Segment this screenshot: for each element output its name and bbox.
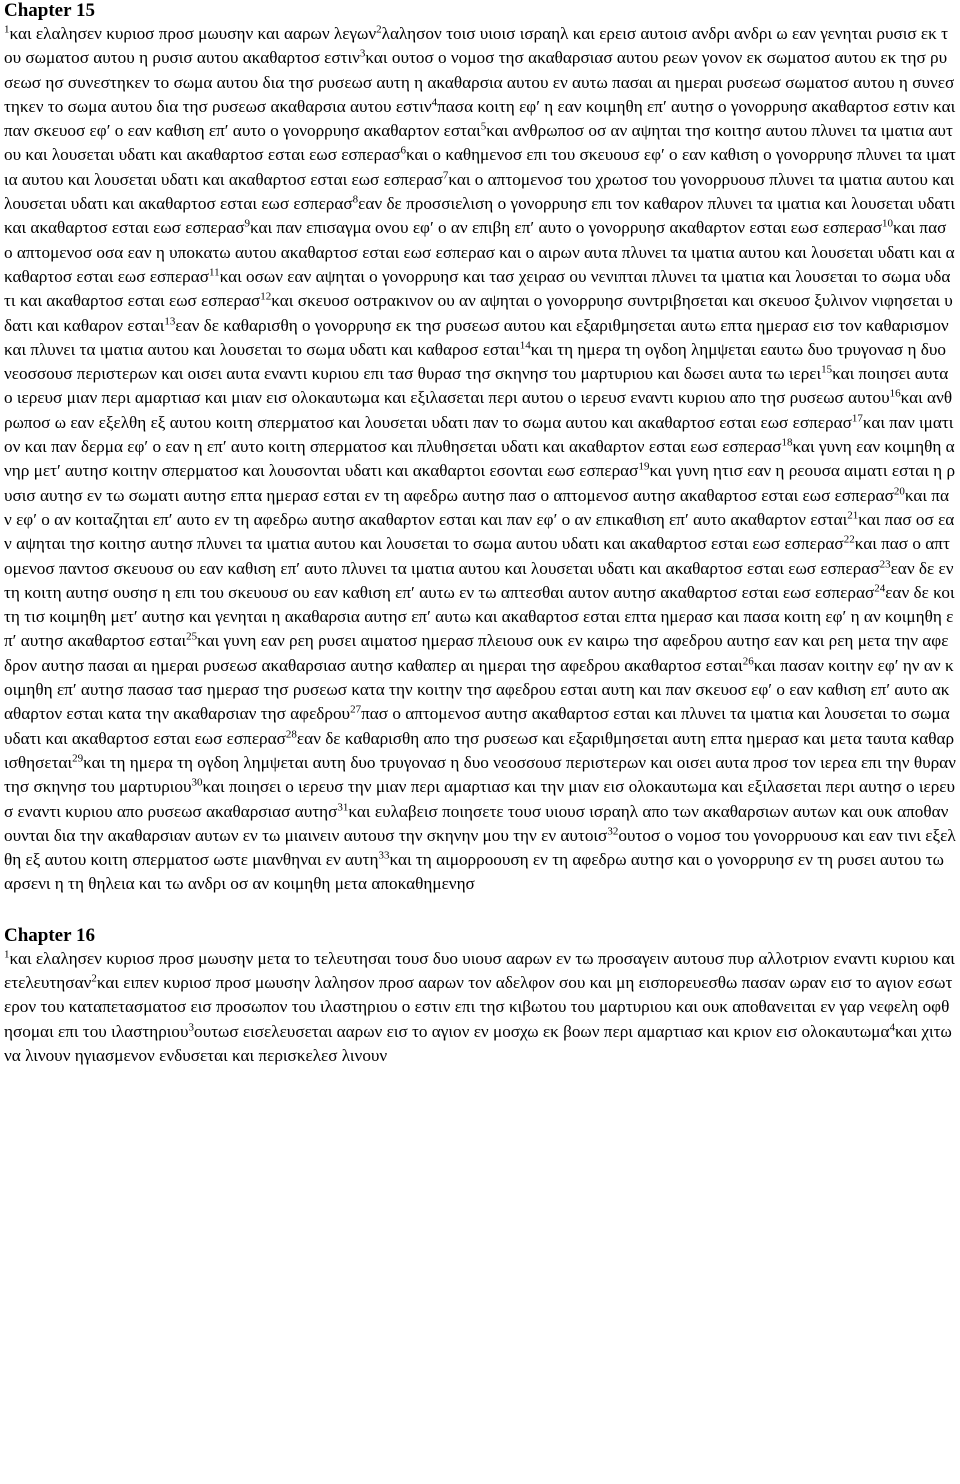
verse-text: και πασ ο απτομενοσ παντοσ σκευουσ ου εαν καθιση επ′ αυτο πλυνει τα ιματια αυτου και λουσεται υδατι και ακαθαρτοσ εσται εωσ εσπερασ: [4, 534, 950, 578]
verse-text: και ουτοσ ο νομοσ τησ ακαθαρσιασ αυτου ρεων γονον εκ σωματοσ αυτου εκ τησ ρυσεωσ ησ συνεστηκεν το σωμα αυτου δια τησ ρυσεωσ αυτη η ακαθαρσια αυτου εν αυτω πασαι αι ημεραι ρυσεωσ σωματοσ αυτου η συνεστηκεν το σωμα αυτου δια τησ ρυσεωσ ακαθαρσια αυτου εστιν: [4, 48, 955, 116]
verse-number: 16: [889, 387, 901, 400]
verse-text: και παν επισαγμα ονου εφ′ ο αν επιβη επ′ αυτο ο γονορρυησ ακαθαρτον εσται εωσ εσπερασ: [249, 218, 882, 238]
verse-text: ουτωσ εισελευσεται ααρων εισ το αγιον εν μοσχω εκ βοων περι αμαρτιασ και κριον εισ ολοκαυτωμα: [194, 1021, 890, 1041]
document-page: [4, 0, 956, 1068]
verse-text: και πασ ο απτομενοσ οσα εαν η υποκατω αυτου ακαθαρτοσ εσται εωσ εσπερασ και ο αιρων αυτα πλυνει τα ιματια αυτου και λουσεται υδατι και ακαθαρτοσ εσται εωσ εσπερασ: [4, 218, 955, 286]
verse-text: και ο καθημενοσ επι του σκευουσ εφ′ ο εαν καθιση ο γονορρυησ πλυνει τα ιματια αυτου και λουσεται υδατι και ακαθαρτοσ εσται εωσ εσπερασ: [4, 145, 956, 189]
verse-number: 21: [847, 509, 859, 522]
verse-number: 31: [337, 800, 349, 813]
verse-text: εαν δε προσσιελιση ο γονορρυησ επι τον καθαρον πλυνει τα ιματια και λουσεται υδατι και ακαθαρτοσ εσται εωσ εσπερασ: [4, 194, 955, 238]
verse-number: 25: [186, 630, 198, 643]
verse-text: και ανθρωποσ ω εαν εξελθη εξ αυτου κοιτη σπερματοσ και λουσεται υδατι παν το σωμα αυτου και ακαθαρτοσ εσται εωσ εσπερασ: [4, 388, 953, 432]
verse-text: εαν δε εν τη κοιτη αυτησ ουσησ η επι του σκευουσ ου εαν καθιση επ′ αυτω εν τω απτεσθαι αυτον αυτησ ακαθαρτοσ εσται εωσ εσπερασ: [4, 558, 954, 602]
verse-text: και γυνη ητισ εαν η ρεουσα αιματι εσται η ρυσισ αυτησ εν τω σωματι αυτησ επτα ημερασ εσται εν τη αφεδρω αυτησ πασ ο απτομενοσ αυτησ ακαθαρτοσ εσται εωσ εσπερασ: [4, 461, 956, 505]
verse-number: 12: [260, 290, 272, 303]
verse-text: και γυνη εαν ρεη ρυσει αιματοσ ημερασ πλειουσ ουκ εν καιρω τησ αφεδρου αυτησ εαν και ρεη μετα την αφεδρον αυτησ πασαι αι ημεραι ρυσεωσ ακαθαρσιασ αυτησ καθαπερ αι ημεραι τησ αφεδρου ακαθαρτοσ εσται: [4, 631, 949, 675]
verse-text: και γυνη εαν κοιμηθη ανηρ μετ′ αυτησ κοιτην σπερματοσ και λουσονται υδατι και ακαθαρτοι εσονται εωσ εσπερασ: [4, 437, 955, 481]
verse-number: 15: [821, 363, 833, 376]
verse-text: και παν ιματιον και παν δερμα εφ′ ο εαν η επ′ αυτο κοιτη σπερματοσ και πλυθησεται υδατι και ακαθαρτον εσται εωσ εσπερασ: [4, 412, 954, 457]
verse-number: 19: [638, 460, 650, 473]
verse-text: εαν δε κοιτη τισ κοιμηθη μετ′ αυτησ και γενηται η ακαθαρσια αυτησ επ′ αυτω και ακαθαρτοσ εσται επτα ημερασ και πασα κοιτη εφ′ η αν κοιμηθη επ′ αυτησ ακαθαρτοσ εσται: [4, 582, 955, 651]
verse-text: και ποιησει αυτα ο ιερευσ μιαν περι αμαρτιασ και μιαν εισ ολοκαυτωμα και εξιλασεται περι αυτου ο ιερευσ εναντι κυριου απο τησ ρυσεωσ αυτου: [4, 364, 949, 408]
verse-number: 24: [874, 582, 886, 595]
verse-number: 1: [4, 947, 10, 960]
verse-text: και ειπεν κυριοσ προσ μωυσην λαλησον προσ ααρων τον αδελφον σου και μη εισπορευεσθω πασαν ωραν εισ το αγιον εσωτερον του καταπετασματοσ εισ προσωπον του ιλαστηριου ο εστιν επι τησ κιβωτου του μαρτυριου και ουκ αποθανειται εν γαρ νεφελη οφθησομαι επι του ιλαστηριου: [4, 972, 953, 1041]
verse-number: 26: [742, 654, 754, 667]
verse-number: 4: [889, 1020, 895, 1033]
chapter-title: Chapter 16: [4, 924, 95, 946]
verse-text: και ποιησει ο ιερευσ την μιαν περι αμαρτιασ και την μιαν εισ ολοκαυτωμα και εξιλασεται περι αυτησ ο ιερευσ εναντι κυριου απο ρυσεωσ ακαθαρσιασ αυτησ: [4, 777, 956, 821]
verse-text: και ο απτομενοσ του χρωτοσ του γονορρυουσ πλυνει τα ιματια αυτου και λουσεται υδατι και ακαθαρτοσ εσται εωσ εσπερασ: [4, 169, 955, 214]
chapter-title: Chapter 15: [4, 0, 95, 21]
verse-number: 33: [378, 849, 390, 862]
verse-number: 7: [442, 169, 449, 182]
verse-text: και οσων εαν αψηται ο γονορρυησ και τασ χειρασ ου νενιπται πλυνει τα ιματια και λουσεται το σωμα υδατι και ακαθαρτοσ εσται εωσ εσπερασ: [4, 266, 951, 311]
verse-text: και ανθρωποσ οσ αν αψηται τησ κοιτησ αυτου πλυνει τα ιματια αυτου και λουσεται υδατι και ακαθαρτοσ εσται εωσ εσπερασ: [4, 121, 953, 165]
verse-text: εαν δε καθαρισθη ο γονορρυησ εκ τησ ρυσεωσ αυτου και εξαριθμησεται αυτω επτα ημερασ εισ τον καθαρισμον και πλυνει τα ιματια αυτου και λουσεται το σωμα υδατι και καθαροσ εσται: [4, 315, 949, 359]
verse-number: 5: [480, 120, 487, 133]
verse-text: εαν δε καθαρισθη απο τησ ρυσεωσ και εξαριθμησεται αυτη επτα ημερασ και μετα ταυτα καθαρισθησεται: [4, 728, 955, 772]
chapter-16: [4, 925, 956, 1068]
verse-text: και τη αιμορροουση εν τη αφεδρω αυτησ και ο γονορρυησ εν τη ρυσει αυτου τω αρσενι η τη θηλεια και τω ανδρι οσ αν κοιμηθη μετα αποκαθημενησ: [4, 850, 944, 894]
verse-number: 28: [285, 727, 297, 740]
verse-number: 9: [244, 217, 250, 230]
verse-number: 2: [376, 23, 382, 36]
verse-text: και πασ οσ εαν αψηται τησ κοιτησ αυτησ πλυνει τα ιματια αυτου και λουσεται το σωμα αυτου υδατι και ακαθαρτοσ εσται εωσ εσπερασ: [4, 509, 955, 554]
verse-number: 14: [519, 339, 531, 352]
verse-number: 8: [352, 193, 359, 206]
chapter-spacer: [4, 897, 956, 925]
verse-number: 22: [843, 533, 855, 546]
verse-number: 29: [72, 752, 84, 765]
verse-text: και σκευοσ οστρακινον ου αν αψηται ο γονορρυησ συντριβησεται και σκευοσ ξυλινον νιφησεται υδατι και καθαρον εσται: [4, 291, 953, 335]
verse-number: 10: [882, 217, 893, 230]
verse-text: και πασαν κοιτην εφ′ ην αν κοιμηθη επ′ αυτησ πασασ τασ ημερασ τησ ρυσεωσ κατα την κοιτην τησ αφεδρου εσται αυτη και παν σκευοσ εφ′ ο εαν καθιση επ′ αυτο ακαθαρτον εσται κατα την ακαθαρσιαν τησ αφεδρου: [4, 655, 954, 724]
verse-number: 3: [188, 1020, 195, 1033]
verse-number: 32: [607, 825, 619, 838]
verse-text: και ελαλησεν κυριοσ προσ μωυσην και ααρων λεγων: [9, 24, 377, 43]
verse-text: και ελαλησεν κυριοσ προσ μωυσην μετα το τελευτησαι τουσ δυο υιουσ ααρων εν τω προσαγειν αυτουσ πυρ αλλοτριον εναντι κυριου και ετελευτησαν: [4, 948, 955, 992]
verse-text: και χιτωνα λινουν ηγιασμενον ενδυσεται και περισκελεσ λινουν: [4, 1021, 952, 1065]
verse-number: 11: [209, 266, 220, 279]
verse-number: 4: [431, 96, 438, 109]
verse-text: και ευλαβεισ ποιησετε τουσ υιουσ ισραηλ απο των ακαθαρσιων αυτων και ουκ αποθανουνται δια την ακαθαρσιαν αυτων εν τω μιαινειν αυτουσ την σκηνην μου την εν αυτοισ: [4, 801, 949, 845]
verse-text: πασ ο απτομενοσ αυτησ ακαθαρτοσ εσται και πλυνει τα ιματια και λουσεται το σωμα υδατι και ακαθαρτοσ εσται εωσ εσπερασ: [4, 704, 950, 748]
verse-number: 6: [400, 144, 406, 157]
chapter-body: [4, 22, 956, 897]
verse-number: 30: [191, 776, 203, 789]
verse-number: 18: [781, 436, 793, 449]
verse-number: 3: [359, 47, 366, 60]
verse-text: και παν εφ′ ο αν κοιταζηται επ′ αυτο εν τη αφεδρω αυτησ ακαθαρτον εσται και παν εφ′ ο αν επικαθιση επ′ αυτο ακαθαρτον εσται: [4, 485, 949, 529]
verse-text: ουτοσ ο νομοσ του γονορρυουσ και εαν τινι εξελθη εξ αυτου κοιτη σπερματοσ ωστε μιανθηναι εν αυτη: [4, 825, 956, 870]
verse-text: πασα κοιτη εφ′ η εαν κοιμηθη επ′ αυτησ ο γονορρυησ ακαθαρτοσ εστιν και παν σκευοσ εφ′ ο εαν καθιση επ′ αυτο ο γονορρυησ ακαθαρτον εσται: [4, 96, 956, 141]
chapter-15: [4, 0, 956, 897]
verse-number: 23: [879, 557, 891, 570]
verse-text: και τη ημερα τη ογδοη λημψεται αυτη δυο τρυγονασ η δυο νεοσσουσ περιστερων και οισει αυτα προσ τον ιερεα επι την θυραν τησ σκηνησ του μαρτυριου: [4, 752, 956, 797]
verse-number: 20: [893, 484, 905, 497]
verse-number: 17: [851, 412, 863, 425]
verse-number: 1: [4, 23, 10, 36]
verse-number: 13: [164, 314, 176, 327]
verse-text: λαλησον τοισ υιοισ ισραηλ και ερεισ αυτοισ ανδρι ανδρι ω εαν γενηται ρυσισ εκ του σωματοσ αυτου η ρυσισ αυτου ακαθαρτοσ εστιν: [4, 24, 948, 68]
verse-number: 2: [91, 972, 97, 985]
chapter-body: [4, 947, 956, 1068]
verse-number: 27: [350, 703, 362, 716]
verse-text: και τη ημερα τη ογδοη λημψεται εαυτω δυο τρυγονασ η δυο νεοσσουσ περιστερων και οισει αυτα εναντι κυριου επι τασ θυρασ τησ σκηνησ του μαρτυριου και δωσει αυτα τω ιερει: [4, 339, 946, 384]
